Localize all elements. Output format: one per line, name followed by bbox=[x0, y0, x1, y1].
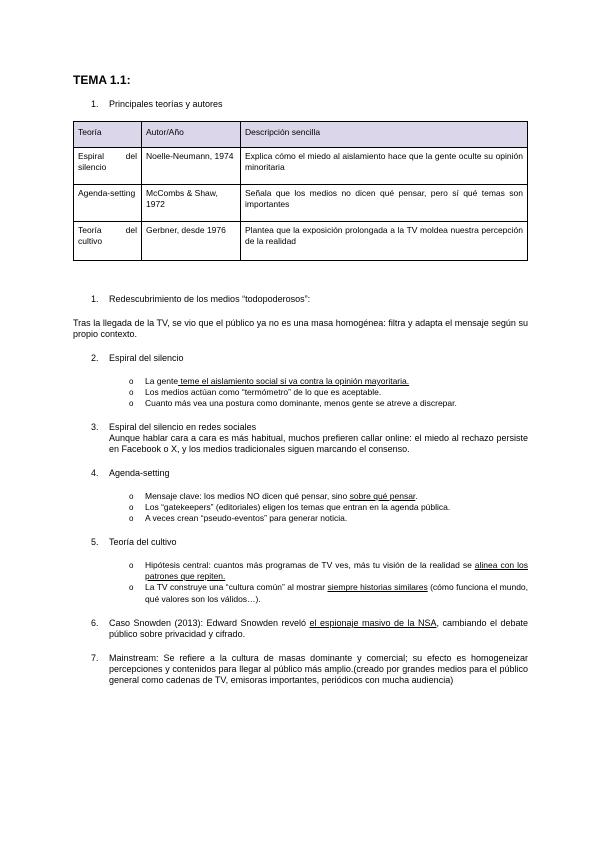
section-number: 5. bbox=[91, 537, 99, 547]
section-number: 4. bbox=[91, 468, 99, 478]
list-item bbox=[129, 491, 529, 502]
section-number: 1. bbox=[91, 99, 99, 109]
page-title: TEMA 1.1: bbox=[73, 73, 131, 87]
underlined-text: siempre historias similares bbox=[327, 582, 428, 593]
table-header-row bbox=[74, 122, 528, 148]
bullet-text: Mensaje clave: los medios NO dicen qué pensar, sino bbox=[145, 491, 350, 501]
list-item bbox=[129, 560, 528, 582]
section-heading: Teoría del cultivo bbox=[109, 537, 177, 547]
section-heading: Agenda-setting bbox=[109, 468, 170, 478]
table-cell-description: Explica cómo el miedo al aislamiento hace que la gente oculte su opinión minoritaria bbox=[241, 148, 528, 185]
bullet-text: La gente bbox=[145, 376, 179, 386]
bullet-text: Los medios actúan como “termómetro” de lo que es aceptable. bbox=[145, 387, 382, 398]
list-item bbox=[129, 398, 529, 409]
section-number: 2. bbox=[91, 353, 99, 363]
intro-paragraph: Tras la llegada de la TV, se vio que el público ya no es una masa homogénea: filtra y adapta el mensaje según su propio contexto. bbox=[73, 318, 528, 339]
section-heading: Redescubrimiento de los medios “todopoderosos”: bbox=[109, 294, 311, 304]
list-item bbox=[129, 387, 529, 398]
table-row bbox=[74, 185, 528, 222]
list-item bbox=[129, 376, 529, 387]
table-row bbox=[74, 222, 528, 261]
section-number: 3. bbox=[91, 422, 99, 432]
bullet-text: (cómo funciona el mundo, qué valores son los válidos…). bbox=[145, 582, 529, 604]
list-item bbox=[129, 513, 529, 524]
table-cell-description: Señala que los medios no dicen qué pensar, pero sí qué temas son importantes bbox=[241, 185, 528, 222]
section-body: Mainstream: Se refiere a la cultura de masas dominante y comercial; su efecto es homogeneizar percepciones y contenidos para llegar al público más amplio.(creado por grandes medios para el público general como cadenas de TV, emisoras importantes, periódicos con mucha audiencia) bbox=[109, 653, 528, 685]
table-header-cell: Autor/Año bbox=[142, 122, 241, 148]
bullet-text: Los “gatekeepers” (editoriales) eligen los temas que entran en la agenda pública. bbox=[145, 502, 451, 513]
list-item bbox=[129, 502, 529, 513]
underlined-text: el espionaje masivo de la NSA bbox=[309, 618, 437, 628]
section-body bbox=[109, 618, 528, 640]
section-heading: Espiral del silencio bbox=[109, 353, 184, 363]
table-cell-theory: Agenda-setting bbox=[74, 185, 142, 222]
table-cell-author: McCombs & Shaw, 1972 bbox=[142, 185, 241, 222]
section-heading: Espiral del silencio en redes sociales bbox=[109, 422, 257, 432]
table-row bbox=[74, 148, 528, 185]
table-cell-description: Plantea que la exposición prolongada a la TV moldea nuestra percepción de la realidad bbox=[241, 222, 528, 261]
underlined-text: teme el aislamiento social si va contra la opinión mayoritaria. bbox=[178, 376, 410, 386]
bullet-text: La TV construye una “cultura común” al mostrar bbox=[145, 582, 328, 593]
list-item bbox=[129, 582, 528, 604]
table-cell-author: Gerbner, desde 1976 bbox=[142, 222, 241, 261]
section-heading: Principales teorías y autores bbox=[109, 99, 223, 109]
bullet-list bbox=[129, 376, 529, 410]
bullet-text: Cuanto más vea una postura como dominante, menos gente se atreve a discrepar. bbox=[145, 398, 457, 409]
table-cell-theory: Teoría del cultivo bbox=[74, 222, 142, 261]
bullet-text: Hipótesis central: cuantos más programas de TV ves, más tu visión de la realidad se bbox=[145, 560, 475, 570]
section-number: 1. bbox=[91, 294, 99, 304]
section-number: 6. bbox=[91, 618, 99, 628]
section-body: Aunque hablar cara a cara es más habitual, muchos prefieren callar online: el miedo al rechazo persiste en Facebook o X, y los medios tradicionales siguen marcando el consenso. bbox=[109, 433, 528, 454]
bullet-list bbox=[129, 491, 529, 525]
body-text: , cambiando el debate público sobre privacidad y cifrado. bbox=[109, 618, 528, 639]
body-text: Caso Snowden (2013): Edward Snowden reveló bbox=[109, 618, 310, 628]
bullet-text: A veces crean “pseudo-eventos” para generar noticia. bbox=[145, 513, 348, 524]
table-header-cell: Teoría bbox=[74, 122, 142, 148]
table-header-cell: Descripción sencilla bbox=[241, 122, 528, 148]
section-number: 7. bbox=[91, 653, 99, 663]
underlined-text: sobre qué pensar bbox=[349, 491, 416, 501]
theories-table bbox=[73, 121, 528, 261]
table-cell-theory: Espiral del silencio bbox=[74, 148, 142, 185]
underlined-text: alinea con los patrones que repiten. bbox=[145, 560, 528, 582]
bullet-list bbox=[129, 560, 528, 605]
bullet-text: . bbox=[415, 491, 418, 501]
table-cell-author: Noelle-Neumann, 1974 bbox=[142, 148, 241, 185]
